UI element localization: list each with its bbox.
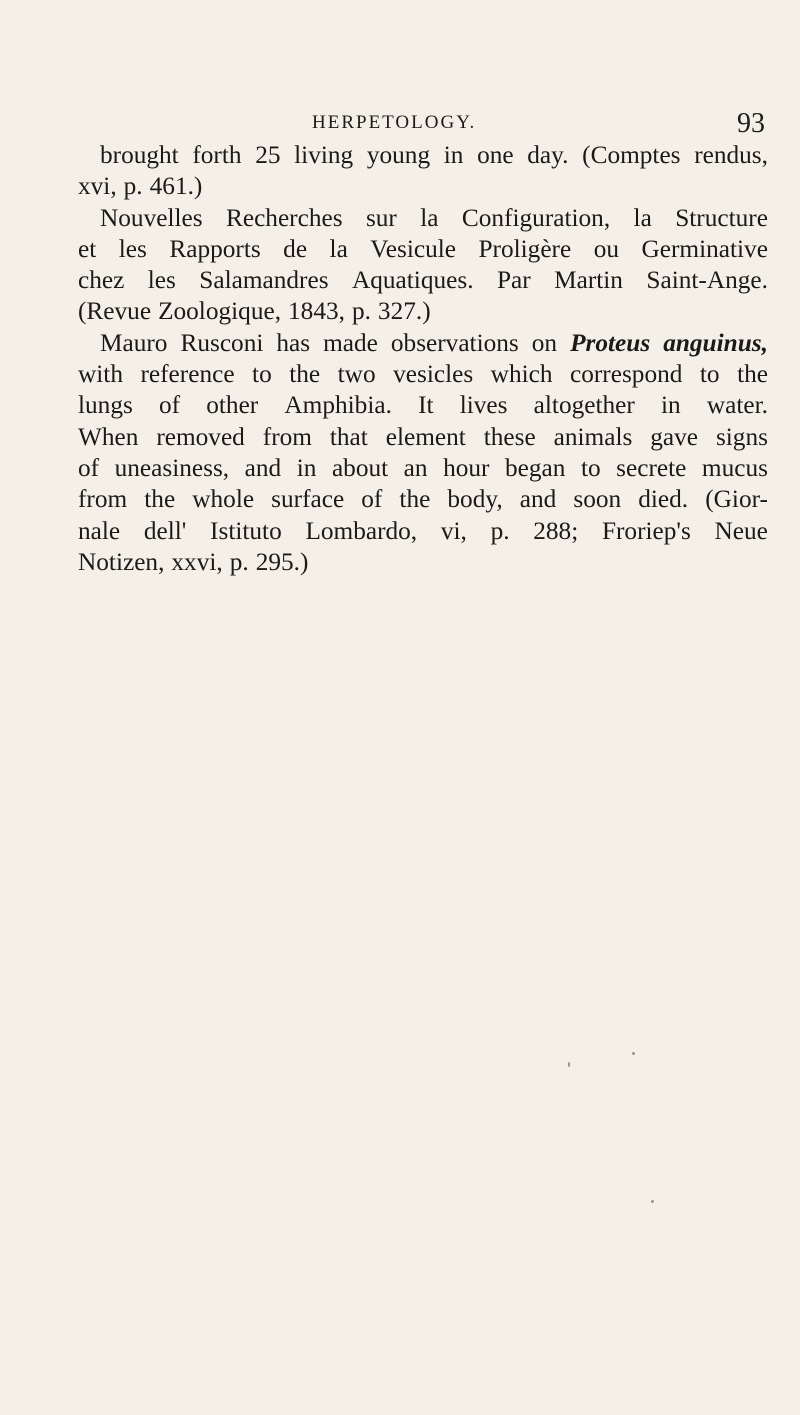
word: Germinative — [641, 234, 768, 263]
text-line — [78, 265, 768, 296]
word: removed — [156, 422, 245, 451]
text-line — [78, 390, 768, 421]
word: la — [420, 203, 439, 232]
running-title: HERPETOLOGY. — [312, 112, 477, 133]
word: Saint-Ange. — [646, 266, 768, 295]
word: Vesicule — [370, 234, 456, 263]
word: de — [283, 234, 308, 263]
word: hour — [443, 453, 490, 482]
word: reference — [140, 360, 235, 389]
paragraph — [78, 140, 768, 203]
word: vesicles — [393, 360, 474, 389]
word: the — [289, 360, 321, 389]
text-line — [78, 422, 768, 453]
word: the — [399, 485, 431, 514]
word: that — [329, 422, 368, 451]
word: day. — [527, 141, 569, 169]
text-line — [78, 484, 768, 515]
word: Rapports — [169, 234, 261, 263]
word: Aquatiques. — [351, 266, 474, 295]
word: uneasiness, — [114, 453, 230, 482]
word: 461.) — [149, 172, 203, 201]
paper-speck — [632, 1052, 635, 1055]
word: It — [418, 391, 434, 420]
word: with — [78, 360, 123, 389]
word: the — [144, 485, 176, 514]
word: Nouvelles — [100, 203, 203, 232]
word: Notizen, — [78, 547, 165, 576]
word: 25 — [255, 141, 281, 169]
word: soon — [573, 485, 622, 514]
word: two — [337, 360, 376, 389]
paper-speck — [651, 1200, 654, 1203]
text-line — [78, 203, 768, 234]
word: surface — [271, 485, 345, 514]
text-line — [78, 516, 768, 547]
word: element — [385, 422, 466, 451]
text-line — [78, 328, 768, 359]
word: dell' — [143, 516, 187, 545]
word: died. — [638, 485, 689, 514]
word: young — [366, 141, 431, 169]
word: Zoologique, — [158, 297, 282, 326]
text-line — [78, 296, 768, 327]
word: mucus — [701, 453, 768, 482]
word: began — [505, 453, 566, 482]
word: rendus, — [694, 141, 768, 169]
text-line — [78, 547, 768, 578]
word: et — [78, 234, 97, 263]
word: forth — [192, 141, 242, 169]
word: xvi, — [78, 172, 117, 201]
word: p. — [229, 547, 249, 576]
word: Proligère — [478, 234, 572, 263]
word: Salamandres — [199, 266, 329, 295]
word: to — [580, 453, 601, 482]
body-text — [78, 140, 768, 578]
paper-speck — [568, 1062, 570, 1067]
word: 295.) — [255, 547, 309, 576]
word: sur — [365, 203, 397, 232]
word: in — [660, 391, 681, 420]
word: p. — [490, 516, 510, 545]
text-line — [78, 171, 768, 202]
word: vi, — [440, 516, 467, 545]
word: When — [78, 422, 139, 451]
word: to — [699, 360, 720, 389]
word: la — [633, 203, 652, 232]
word: Mauro — [100, 328, 168, 357]
running-head — [0, 108, 800, 142]
word: from — [262, 422, 312, 451]
word: (Revue — [78, 297, 152, 326]
word: Martin — [554, 266, 623, 295]
word: (Comptes — [582, 141, 681, 169]
word: 327.) — [377, 297, 431, 326]
text-line — [78, 359, 768, 390]
page-number: 93 — [737, 108, 765, 139]
word: Recherches — [225, 203, 343, 232]
word: signs — [715, 422, 768, 451]
word: has — [276, 328, 311, 357]
word: lungs — [78, 391, 133, 420]
word: from — [78, 485, 128, 514]
word: la — [329, 234, 348, 263]
word: les — [147, 266, 176, 295]
word: lives — [459, 391, 508, 420]
text-line — [78, 140, 768, 171]
word: Structure — [675, 203, 768, 232]
word: Amphibia. — [284, 391, 392, 420]
word: observations — [390, 328, 519, 357]
word: the — [737, 360, 768, 389]
word: and — [519, 485, 557, 514]
word: on — [531, 328, 558, 357]
text-line — [78, 234, 768, 265]
word: of — [159, 391, 181, 420]
word: (Gior- — [705, 485, 768, 514]
word: an — [403, 453, 428, 482]
word: correspond — [570, 360, 683, 389]
word: secrete — [616, 453, 687, 482]
word: brought — [100, 141, 179, 169]
word: altogether — [533, 391, 635, 420]
word: Rusconi — [180, 328, 264, 357]
word: about — [331, 453, 389, 482]
word: animals — [553, 422, 633, 451]
word: water. — [706, 391, 768, 420]
word: les — [118, 234, 147, 263]
word: Neue — [714, 516, 768, 545]
word: Froriep's — [601, 516, 691, 545]
text-line — [78, 453, 768, 484]
word: Proteus — [570, 328, 651, 357]
word: of — [78, 453, 100, 482]
word: in — [443, 141, 464, 169]
paragraph — [78, 328, 768, 578]
word: which — [490, 360, 553, 389]
word: other — [206, 391, 259, 420]
word: of — [361, 485, 383, 514]
word: 1843, — [288, 297, 345, 326]
word: xxvi, — [171, 547, 223, 576]
word: Lombardo, — [305, 516, 418, 545]
word: ou — [593, 234, 619, 263]
word: p. — [123, 172, 143, 201]
word: made — [323, 328, 378, 357]
word: in — [296, 453, 317, 482]
word: Par — [496, 266, 531, 295]
word: anguinus, — [663, 328, 768, 357]
paragraph — [78, 203, 768, 328]
word: gave — [650, 422, 699, 451]
word: Istituto — [210, 516, 282, 545]
word: 288; — [533, 516, 579, 545]
word: and — [244, 453, 282, 482]
word: chez — [78, 266, 125, 295]
word: whole — [192, 485, 255, 514]
word: to — [252, 360, 272, 389]
word: body, — [447, 485, 503, 514]
word: these — [483, 422, 536, 451]
word: nale — [78, 516, 121, 545]
word: one — [477, 141, 514, 169]
word: Configuration, — [461, 203, 611, 232]
word: living — [294, 141, 354, 169]
word: p. — [351, 297, 371, 326]
